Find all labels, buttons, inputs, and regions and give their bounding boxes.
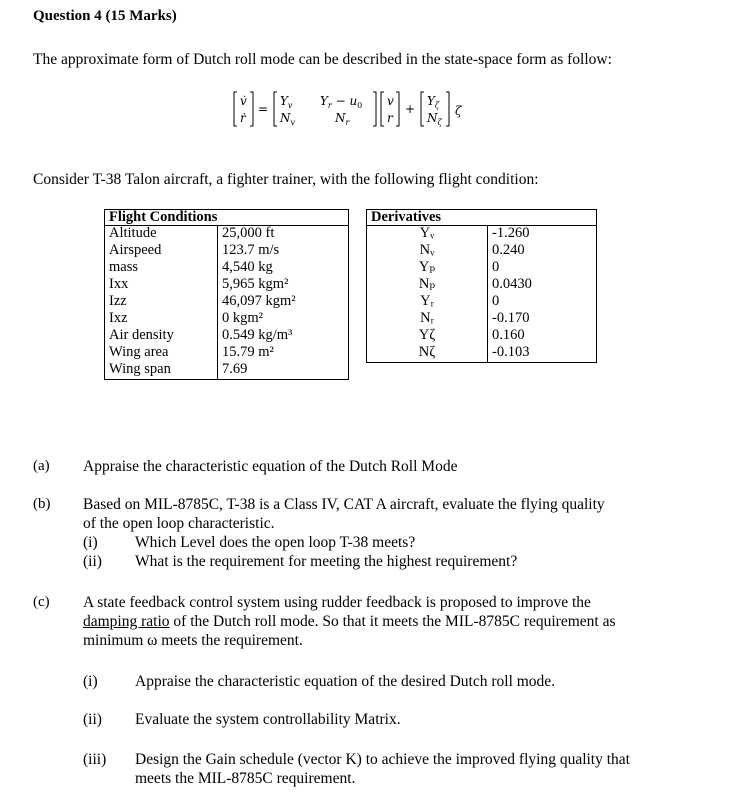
- part-c-sub1-label: (i): [83, 673, 98, 690]
- table-cell: mass: [109, 259, 138, 275]
- part-c-line1: A state feedback control system using rudder feedback is proposed to improve the: [83, 594, 591, 611]
- table-cell: 15.79 m²: [222, 344, 274, 360]
- table-cell: Altitude: [109, 225, 157, 241]
- table-cell: Wing area: [109, 344, 169, 360]
- part-c-sub3-label: (iii): [83, 751, 107, 768]
- damping-ratio-text: damping ratio: [83, 613, 170, 630]
- table-cell: 7.69: [222, 361, 248, 377]
- derivative-names: [367, 226, 488, 363]
- part-c-sub1: Appraise the characteristic equation of the desired Dutch roll mode.: [135, 673, 556, 690]
- table-cell: Nζ: [418, 344, 436, 360]
- table-cell: Ixx: [109, 276, 129, 292]
- svg-text:Nζ: $N_\zeta$: [427, 111, 442, 127]
- part-c-line3: minimum ω meets the requirement.: [83, 632, 303, 649]
- table-cell: Yζ: [418, 327, 436, 343]
- flight-conditions-names: [105, 226, 218, 380]
- flight-conditions-header: Flight Conditions: [105, 210, 349, 226]
- svg-text:Yζ: $Y_\zeta$: [427, 94, 440, 110]
- table-cell: 25,000 ft: [222, 225, 275, 241]
- part-b-line2: of the open loop characteristic.: [83, 515, 275, 532]
- table-cell: Air density: [109, 327, 174, 343]
- table-cell: 0.240: [492, 242, 525, 258]
- table-cell: Yᵣ: [420, 293, 434, 309]
- table-cell: Nₚ: [418, 276, 436, 292]
- table-cell: 46,097 kgm²: [222, 293, 296, 309]
- question-title: Question 4 (15 Marks): [33, 8, 177, 24]
- table-cell: -0.103: [492, 344, 530, 360]
- svg-text:=: =: [258, 102, 269, 116]
- svg-text:ṙ: ṙ: [240, 111, 246, 125]
- table-cell: 0.160: [492, 327, 525, 343]
- part-b-sub2: What is the requirement for meeting the highest requirement?: [135, 553, 518, 570]
- part-b-line1: Based on MIL-8785C, T-38 is a Class IV, CAT A aircraft, evaluate the flying quality: [83, 496, 605, 513]
- part-b-sub1: Which Level does the open loop T-38 meets?: [135, 534, 416, 551]
- flight-conditions-table: [104, 209, 349, 380]
- derivatives-header: Derivatives: [367, 210, 597, 226]
- table-cell: Airspeed: [109, 242, 162, 258]
- flight-conditions-values: [218, 226, 349, 380]
- svg-text:Yr − u0: $Y_r - u_0$: [320, 94, 363, 110]
- consider-text: Consider T-38 Talon aircraft, a fighter trainer, with the following flight condition:: [33, 171, 539, 188]
- part-c-sub2-label: (ii): [83, 711, 102, 728]
- state-space-equation: [232, 88, 492, 130]
- table-cell: 0: [492, 259, 500, 275]
- table-cell: Yₚ: [418, 259, 436, 275]
- table-cell: Wing span: [109, 361, 171, 377]
- part-c-line2-rest: of the Dutch roll mode. So that it meets the MIL-8785C requirement as: [169, 613, 616, 630]
- intro-text: The approximate form of Dutch roll mode can be described in the state-space form as follow:: [33, 51, 612, 68]
- table-cell: Izz: [109, 293, 127, 309]
- part-c-sub3-line1: Design the Gain schedule (vector K) to achieve the improved flying quality that: [135, 751, 630, 768]
- part-a-text: Appraise the characteristic equation of the Dutch Roll Mode: [83, 458, 458, 475]
- table-cell: Nᵥ: [419, 242, 435, 258]
- svg-text:ζ: ζ: [455, 104, 462, 118]
- svg-text:v̇: v̇: [240, 94, 247, 108]
- derivative-values: [488, 226, 597, 363]
- table-cell: -1.260: [492, 225, 530, 241]
- table-cell: 5,965 kgm²: [222, 276, 289, 292]
- svg-text:Nv: $N_v$: [280, 111, 296, 127]
- table-cell: 0 kgm²: [222, 310, 264, 326]
- part-c-sub3-line2: meets the MIL-8785C requirement.: [135, 770, 356, 787]
- part-b-sub1-label: (i): [83, 534, 98, 551]
- table-cell: Yᵥ: [419, 225, 435, 241]
- svg-text:v: v: [387, 94, 394, 108]
- table-cell: 123.7 m/s: [222, 242, 280, 258]
- table-cell: 0.0430: [492, 276, 532, 292]
- part-b-label: (b): [33, 496, 51, 512]
- derivatives-table: [366, 209, 597, 363]
- svg-text:r: r: [387, 111, 393, 125]
- table-cell: Nᵣ: [420, 310, 434, 326]
- svg-text:+: +: [405, 102, 416, 116]
- svg-text:Yv: $Y_v$: [280, 94, 293, 110]
- part-a-label: (a): [33, 458, 50, 474]
- table-cell: -0.170: [492, 310, 530, 326]
- table-cell: 0: [492, 293, 500, 309]
- table-cell: Ixz: [109, 310, 128, 326]
- part-b-sub2-label: (ii): [83, 553, 102, 570]
- table-cell: 0.549 kg/m³: [222, 327, 293, 343]
- part-c-sub2: Evaluate the system controllability Matrix.: [135, 711, 401, 728]
- part-c-label: (c): [33, 594, 50, 610]
- table-cell: 4,540 kg: [222, 259, 273, 275]
- svg-text:Nr: $N_r$: [335, 111, 350, 127]
- part-c-line2: [83, 612, 616, 631]
